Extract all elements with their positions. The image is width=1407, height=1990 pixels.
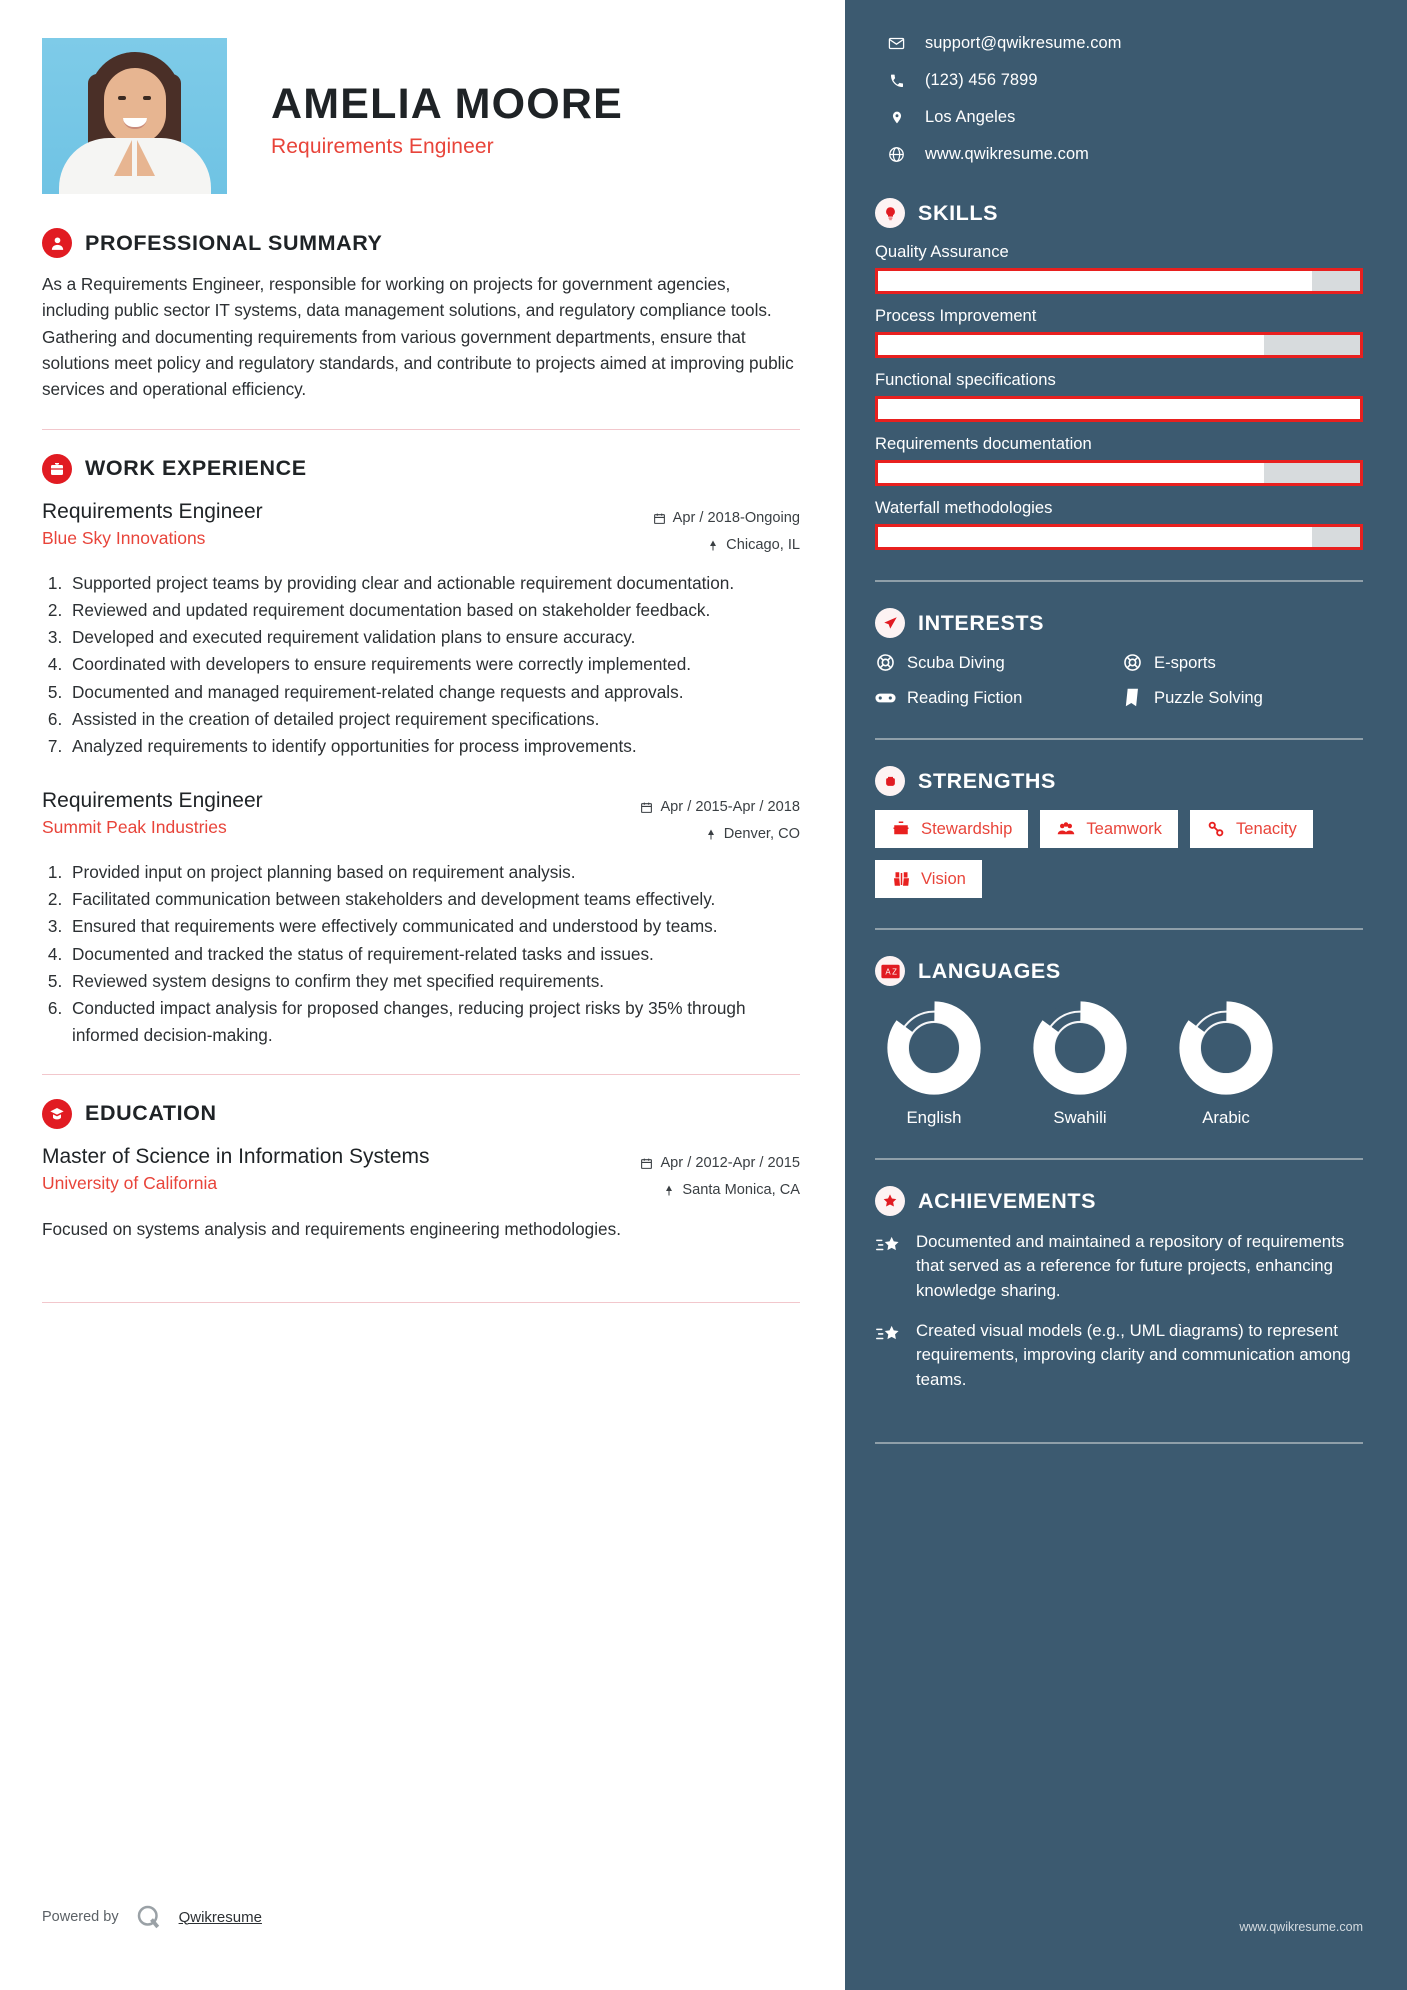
section-header-education <box>42 1099 800 1129</box>
contact-phone[interactable] <box>887 71 1363 90</box>
list-item: 3. Ensured that requirements were effectively communicated and understood by teams. <box>67 913 800 939</box>
job-company: Summit Peak Industries <box>42 817 227 838</box>
life-ring-icon <box>875 652 896 673</box>
skill-progress-bar <box>875 524 1363 550</box>
contact-website-text: www.qwikresume.com <box>925 145 1089 163</box>
contact-email-text: support@qwikresume.com <box>925 34 1122 52</box>
svg-text:A: A <box>884 967 891 977</box>
job-date-text: Apr / 2018-Ongoing <box>672 509 800 526</box>
section-title: WORK EXPERIENCE <box>85 456 307 481</box>
qwikresume-link[interactable]: Qwikresume <box>178 1908 262 1926</box>
svg-text:Z: Z <box>891 967 897 977</box>
strength-label: Stewardship <box>921 819 1013 838</box>
skill-item <box>875 242 1363 294</box>
interests-list <box>875 652 1363 708</box>
star-badge-icon <box>875 1186 905 1216</box>
strength-chip <box>875 810 1028 848</box>
section-header-achievements <box>875 1186 1363 1216</box>
divider <box>875 580 1363 582</box>
divider <box>42 1074 800 1075</box>
divider <box>875 1442 1363 1444</box>
contact-website[interactable] <box>887 145 1363 164</box>
right-sidebar <box>845 0 1407 1990</box>
job-entry <box>42 786 800 1048</box>
skill-item <box>875 306 1363 358</box>
job-location <box>640 821 800 848</box>
location-pin-icon <box>887 108 906 127</box>
list-item: 2. Reviewed and updated requirement documentation based on stakeholder feedback. <box>67 597 800 623</box>
qwikresume-logo-icon <box>134 1902 164 1932</box>
list-item: 3. Developed and executed requirement validation plans to ensure accuracy. <box>67 624 800 650</box>
list-item: 6. Assisted in the creation of detailed project requirement specifications. <box>67 706 800 732</box>
education-date-text: Apr / 2012-Apr / 2015 <box>660 1154 800 1171</box>
powered-by-label: Powered by <box>42 1909 119 1925</box>
contact-location <box>887 108 1363 127</box>
language-label: Swahili <box>1053 1108 1107 1127</box>
people-group-icon <box>1056 819 1076 839</box>
divider <box>875 738 1363 740</box>
interest-label: Scuba Diving <box>907 652 1005 672</box>
graduation-cap-icon <box>42 1099 72 1129</box>
section-header-skills <box>875 198 1363 228</box>
job-title: Requirements Engineer <box>42 788 263 812</box>
language-donut-chart <box>1178 1000 1274 1096</box>
section-title: SKILLS <box>918 200 999 225</box>
translate-icon <box>875 956 905 986</box>
list-item: 2. Facilitated communication between stakeholders and development teams effectively. <box>67 886 800 912</box>
job-bullets <box>42 859 800 1048</box>
degree-title: Master of Science in Information Systems <box>42 1144 430 1168</box>
section-title: PROFESSIONAL SUMMARY <box>85 230 383 255</box>
job-location-text: Chicago, IL <box>726 536 800 553</box>
skills-list <box>875 242 1363 550</box>
list-item: 4. Coordinated with developers to ensure requirements were correctly implemented. <box>67 651 800 677</box>
briefcase-icon <box>42 454 72 484</box>
language-item <box>1021 1000 1139 1128</box>
list-item: 4. Documented and tracked the status of requirement-related tasks and issues. <box>67 941 800 967</box>
summary-text: As a Requirements Engineer, responsible for working on projects for government agencies, including public sector IT systems, data management solutions, and regulatory compliance tools. Gathering and documenting requirements from various government departments, ensure that solutions meet policy and regulatory standards, and contribute to projects aimed at improving public services and operational efficiency. <box>42 274 794 400</box>
chain-link-icon <box>1206 819 1226 839</box>
job-location <box>653 532 800 559</box>
strength-label: Tenacity <box>1235 819 1297 838</box>
section-header-summary <box>42 228 800 258</box>
achievement-item <box>875 1230 1363 1303</box>
job-title: Requirements Engineer <box>42 499 263 523</box>
skill-label: Requirements documentation <box>875 434 1092 453</box>
section-title: LANGUAGES <box>918 958 1061 983</box>
education-date <box>640 1150 800 1177</box>
phone-icon <box>887 71 906 90</box>
shooting-star-icon <box>875 1322 901 1348</box>
skill-item <box>875 498 1363 550</box>
section-header-languages <box>875 956 1363 986</box>
strength-chip <box>875 860 982 898</box>
book-icon <box>1122 687 1143 708</box>
skill-progress-bar <box>875 460 1363 486</box>
section-title: ACHIEVEMENTS <box>918 1188 1097 1213</box>
language-item <box>1167 1000 1285 1128</box>
contact-email[interactable] <box>887 34 1363 53</box>
strength-chip <box>1040 810 1178 848</box>
name-block <box>227 38 623 159</box>
skill-item <box>875 370 1363 422</box>
job-bullets <box>42 570 800 760</box>
job-date <box>653 505 800 532</box>
skill-progress-bar <box>875 396 1363 422</box>
list-item: 5. Documented and managed requirement-related change requests and approvals. <box>67 679 800 705</box>
interest-item <box>1122 687 1363 708</box>
strength-label: Vision <box>921 869 966 888</box>
job-entry <box>42 497 800 760</box>
skill-label: Functional specifications <box>875 370 1056 389</box>
globe-icon <box>887 145 906 164</box>
education-entry <box>42 1142 800 1242</box>
list-item: 1. Provided input on project planning based on requirement analysis. <box>67 859 800 885</box>
job-role-subtitle: Requirements Engineer <box>271 135 494 159</box>
contact-location-text: Los Angeles <box>925 108 1016 126</box>
interest-item <box>875 652 1116 673</box>
skill-label: Waterfall methodologies <box>875 498 1053 517</box>
achievements-list <box>875 1230 1363 1392</box>
interest-label: E-sports <box>1154 652 1216 672</box>
skill-label: Process Improvement <box>875 306 1037 325</box>
achievement-text: Documented and maintained a repository of requirements that served as a reference for future projects, enhancing knowledge sharing. <box>916 1232 1345 1300</box>
school-name: University of California <box>42 1173 218 1194</box>
fist-icon <box>875 766 905 796</box>
divider <box>875 928 1363 930</box>
gamepad-icon <box>875 687 896 708</box>
strength-chip <box>1190 810 1313 848</box>
education-location <box>640 1177 800 1204</box>
list-item: 1. Supported project teams by providing clear and actionable requirement documentation. <box>67 570 800 596</box>
skill-progress-bar <box>875 332 1363 358</box>
strengths-list <box>875 810 1363 898</box>
job-date-text: Apr / 2015-Apr / 2018 <box>660 798 800 815</box>
person-icon <box>42 228 72 258</box>
header <box>42 38 800 194</box>
language-label: Arabic <box>1202 1108 1250 1127</box>
skill-progress-bar <box>875 268 1363 294</box>
list-item: 6. Conducted impact analysis for proposed changes, reducing project risks by 35% through informed decision-making. <box>67 995 800 1048</box>
footer <box>42 1902 262 1932</box>
section-title: INTERESTS <box>918 610 1045 635</box>
language-label: English <box>906 1108 962 1127</box>
language-donut-chart <box>886 1000 982 1096</box>
section-title: EDUCATION <box>85 1101 217 1126</box>
divider <box>42 429 800 430</box>
achievement-item <box>875 1319 1363 1392</box>
divider <box>875 1158 1363 1160</box>
section-header-interests <box>875 608 1363 638</box>
skill-label: Quality Assurance <box>875 242 1009 261</box>
avatar <box>42 38 227 194</box>
interest-label: Puzzle Solving <box>1154 687 1263 707</box>
education-location-text: Santa Monica, CA <box>682 1181 800 1198</box>
contact-phone-text: (123) 456 7899 <box>925 71 1038 89</box>
lightbulb-icon <box>875 198 905 228</box>
interest-item <box>1122 652 1363 673</box>
sidebar-footer-url: www.qwikresume.com <box>1239 1920 1363 1934</box>
paper-plane-icon <box>875 608 905 638</box>
page-title: AMELIA MOORE <box>271 80 624 128</box>
life-ring-icon <box>1122 652 1143 673</box>
interest-item <box>875 687 1116 708</box>
list-item: 7. Analyzed requirements to identify opportunities for process improvements. <box>67 733 800 759</box>
shooting-star-icon <box>875 1233 901 1259</box>
job-date <box>640 794 800 821</box>
education-description: Focused on systems analysis and requirements engineering methodologies. <box>42 1218 621 1239</box>
list-item: 5. Reviewed system designs to confirm they met specified requirements. <box>67 968 800 994</box>
language-donut-chart <box>1032 1000 1128 1096</box>
interest-label: Reading Fiction <box>907 687 1023 707</box>
section-header-work <box>42 454 800 484</box>
strength-label: Teamwork <box>1086 819 1162 838</box>
achievement-text: Created visual models (e.g., UML diagrams) to represent requirements, improving clarity and communication among teams. <box>916 1321 1351 1389</box>
languages-list <box>875 1000 1363 1128</box>
job-company: Blue Sky Innovations <box>42 527 206 548</box>
envelope-icon <box>887 34 906 53</box>
section-title: STRENGTHS <box>918 768 1056 793</box>
toolbox-icon <box>891 819 911 839</box>
contact-list <box>875 34 1363 164</box>
binoculars-icon <box>891 869 911 889</box>
job-location-text: Denver, CO <box>723 825 800 842</box>
divider <box>42 1302 800 1303</box>
section-header-strengths <box>875 766 1363 796</box>
language-item <box>875 1000 993 1128</box>
skill-item <box>875 434 1363 486</box>
